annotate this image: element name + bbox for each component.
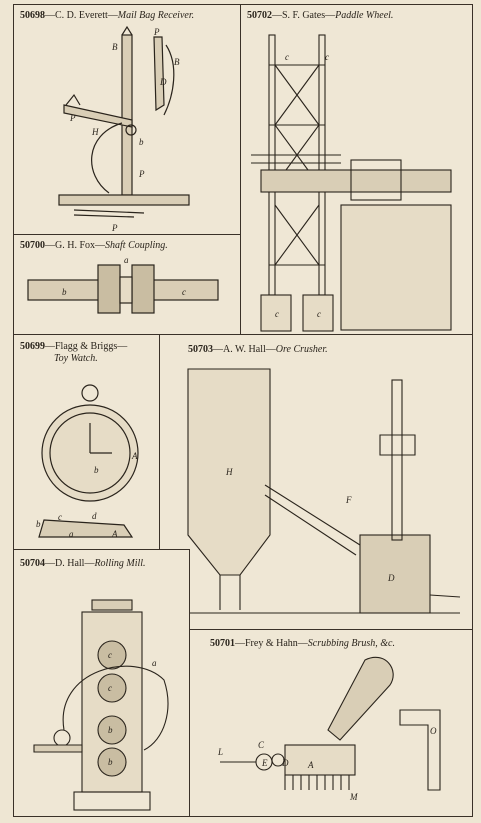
svg-text:D: D <box>160 77 167 87</box>
svg-text:a: a <box>124 255 129 265</box>
svg-text:F: F <box>346 495 352 505</box>
svg-text:b: b <box>139 137 144 147</box>
paddle-wheel-drawing <box>241 5 474 336</box>
svg-text:A: A <box>308 760 314 770</box>
svg-text:C: C <box>258 740 265 750</box>
svg-text:a: a <box>152 658 157 668</box>
panel-mail-bag-receiver <box>13 4 241 235</box>
caption-50701: 50701—Frey & Hahn—Scrubbing Brush, &c. <box>210 638 395 649</box>
svg-text:O: O <box>430 726 437 736</box>
svg-text:c: c <box>108 683 112 693</box>
svg-text:c: c <box>275 309 279 319</box>
mail-bag-receiver-drawing <box>14 5 242 236</box>
svg-text:P: P <box>154 27 160 37</box>
caption-50698: 50698—C. D. Everett—Mail Bag Receiver. <box>20 10 195 21</box>
ore-crusher-drawing <box>160 335 474 631</box>
svg-text:P: P <box>139 169 145 179</box>
svg-text:L: L <box>218 747 224 757</box>
scrubbing-brush-drawing <box>190 630 474 818</box>
toy-watch-drawing <box>14 335 161 551</box>
panel-scrubbing-brush <box>189 629 473 817</box>
svg-text:B: B <box>174 57 180 67</box>
svg-text:a: a <box>69 529 74 539</box>
svg-text:b: b <box>108 725 113 735</box>
svg-text:H: H <box>92 127 99 137</box>
svg-text:M: M <box>350 792 358 802</box>
caption-50699: 50699—Flagg & Briggs— <box>20 341 128 352</box>
svg-text:c: c <box>317 309 321 319</box>
svg-text:D: D <box>388 573 395 583</box>
panel-shaft-coupling <box>13 234 241 335</box>
caption-50699-title: Toy Watch. <box>54 353 98 364</box>
svg-text:c: c <box>58 512 62 522</box>
svg-text:D: D <box>282 758 289 768</box>
panel-rolling-mill <box>13 549 190 817</box>
panel-ore-crusher <box>159 334 473 630</box>
caption-50704: 50704—D. Hall—Rolling Mill. <box>20 558 146 569</box>
svg-text:A: A <box>112 529 118 539</box>
svg-text:b: b <box>108 757 113 767</box>
svg-text:c: c <box>108 650 112 660</box>
svg-text:c: c <box>182 287 186 297</box>
panel-paddle-wheel <box>240 4 473 335</box>
caption-50703: 50703—A. W. Hall—Ore Crusher. <box>188 344 328 355</box>
svg-text:d: d <box>92 511 97 521</box>
svg-text:H: H <box>226 467 233 477</box>
svg-text:b: b <box>62 287 67 297</box>
svg-text:b: b <box>36 519 41 529</box>
shaft-coupling-drawing <box>14 235 242 336</box>
panel-toy-watch <box>13 334 160 550</box>
rolling-mill-drawing <box>14 550 191 818</box>
svg-text:P: P <box>112 223 118 233</box>
svg-text:P: P <box>70 113 76 123</box>
caption-50700: 50700—G. H. Fox—Shaft Coupling. <box>20 240 168 251</box>
svg-text:B: B <box>112 42 118 52</box>
svg-text:c: c <box>285 52 289 62</box>
svg-text:c: c <box>325 52 329 62</box>
svg-text:b: b <box>94 465 99 475</box>
svg-text:E: E <box>262 758 268 768</box>
caption-50702: 50702—S. F. Gates—Paddle Wheel. <box>247 10 394 21</box>
svg-text:A: A <box>132 451 138 461</box>
